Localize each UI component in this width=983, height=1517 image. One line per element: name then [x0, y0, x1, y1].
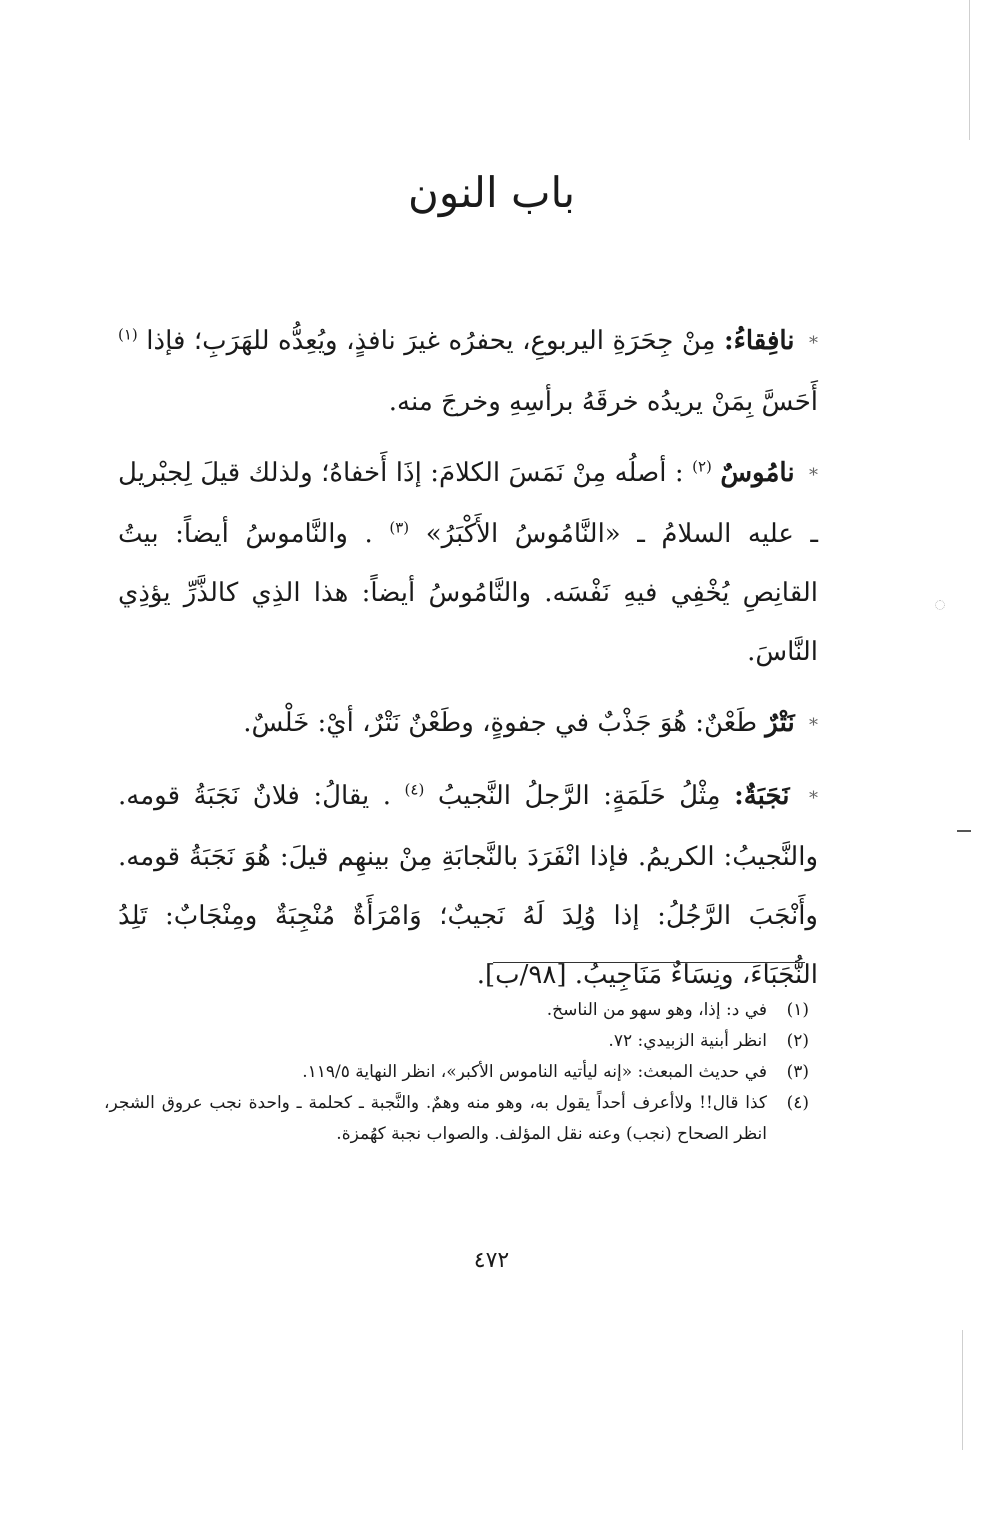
entry-text: أَحَسَّ بِمَنْ يريدُه خرقَهُ برأسِهِ وخرجَ منه. [388, 387, 818, 417]
main-text [118, 312, 818, 1017]
footnote-number: (١) [786, 1000, 809, 1020]
headword: نافِقاءُ: [724, 326, 795, 356]
footnote-divider [493, 962, 805, 963]
footnote-text: في د: إذا، وهو سهو من الناسخ. [546, 1000, 767, 1020]
page-number: ٤٧٢ [473, 1248, 510, 1273]
entry-star-icon: * [809, 465, 819, 486]
scan-edge-line [969, 0, 970, 140]
footnote-item [104, 995, 809, 1026]
entry-text: مِثْلُ حَلَمَةٍ: الرَّجلُ النَّجيبُ [437, 781, 721, 811]
footnote-ref[interactable]: (٤) [404, 780, 425, 799]
entry-text: مِنْ جِحَرَةِ اليربوعِ، يحفرُه غيرَ نافذٍ، ويُعِدُّه للهَرَبِ؛ فإذا [146, 326, 716, 356]
entry-namus [118, 444, 818, 682]
footnote-item [104, 1088, 809, 1150]
footnote-number: (٣) [786, 1062, 809, 1082]
entry-natr [118, 694, 818, 755]
headword: نَتْرٌ [765, 708, 795, 738]
headword: نامُوسٌ [720, 458, 795, 488]
entry-text: . والنَّاموسُ أيضاً: بيتُ القانِصِ يُخْفِي فيهِ نَفْسَه. والنَّامُوسُ أيضاً: هذا الذِي كالذَّرِّ يؤذِي النَّاسَ. [118, 519, 818, 667]
scan-edge-line [962, 1330, 963, 1450]
footnote-number: (٤) [786, 1093, 809, 1113]
entry-star-icon: * [809, 788, 819, 809]
footnote-text: كذا قال!! ولاأعرف أحداً يقول به، وهو منه وهمٌ. والنَّجبة ـ كحلمة ـ واحدة نجب عروق الشجر، انظر الصحاح (نجب) وعنه نقل المؤلف. والصواب نجبة كهُمزة. [104, 1093, 767, 1144]
entry-star-icon: * [809, 333, 819, 354]
entry-najaba [118, 767, 818, 1005]
entry-text: طَعْنٌ: هُوَ جَذْبٌ في جفوةٍ، وطَعْنٌ نَتْرٌ، أيْ: خَلْسٌ. [243, 708, 758, 738]
scan-speck [935, 600, 945, 610]
footnote-ref[interactable]: (٣) [389, 518, 410, 537]
footnote-ref[interactable]: (١) [118, 325, 138, 344]
footnotes-list [104, 995, 809, 1150]
footnote-item [104, 1057, 809, 1088]
footnote-item [104, 1026, 809, 1057]
footnote-text: في حديث المبعث: «إنه ليأتيه الناموس الأكبر»، انظر النهاية ١١٩/٥. [302, 1062, 767, 1082]
footnote-ref[interactable]: (٢) [692, 457, 712, 476]
entry-text: : أصلُه مِنْ نَمَسَ الكلامَ: إذَا أَخفاهُ؛ ولذلك قيلَ لِجبْريل ـ عليه السلامُ ـ «النَّامُوسُ الأَكْبَرُ» [118, 458, 819, 549]
margin-tick [957, 830, 971, 832]
entry-text: . يقالُ: فلانٌ نَجَبَةُ قومه. والنَّجيبُ: الكريمُ. فإذا انْفَرَدَ بالنَّجابَةِ مِنْ بينهِم قيلَ: هُوَ نَجَبَةُ قومه. وأَنْجَبَ الرَّجُلُ: إذا وُلِدَ لَهُ نَجيبٌ؛ وَامْرَأَةٌ مُنْجِبَةٌ ومِنْجَابٌ: تَلِدُ النُّجَبَاءَ، ونِسَاءٌ مَنَاجِيبُ. [٩٨/ب]. [118, 781, 818, 990]
headword: نَجَبَةٌ: [734, 781, 790, 811]
chapter-title: باب النون [407, 168, 576, 217]
entry-star-icon: * [809, 715, 818, 736]
footnote-number: (٢) [786, 1031, 809, 1051]
footnote-text: انظر أبنية الزبيدي: ٧٢. [608, 1031, 767, 1051]
entry-nafiqa [118, 312, 818, 432]
